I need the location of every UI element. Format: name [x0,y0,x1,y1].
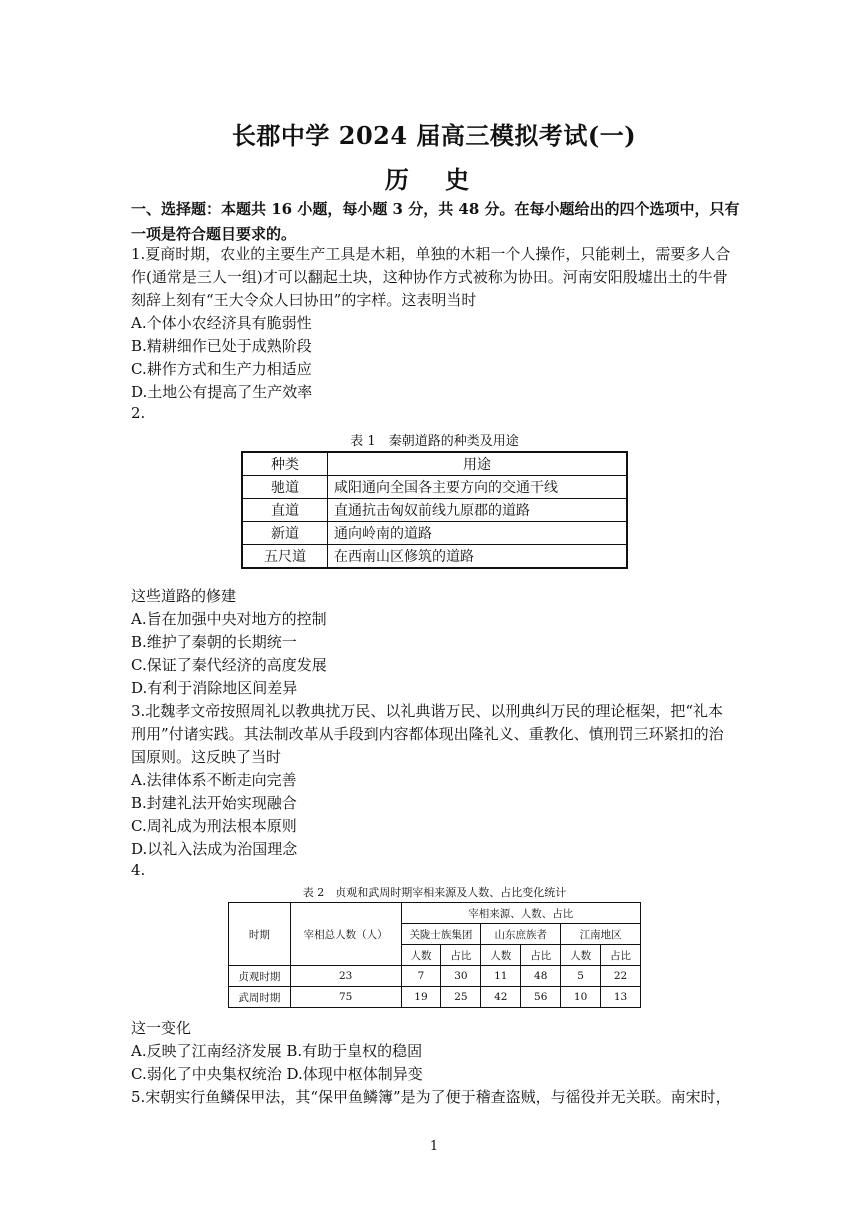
table-row [242,545,627,569]
table2-sub-header: 占比 [601,945,641,966]
q2-option-b: B.维护了秦朝的长期统一 [131,633,297,651]
table-row [242,522,627,545]
q1-stem-line1: 1.夏商时期，农业的主要生产工具是木耜，单独的木耜一个人操作，只能刺土，需要多人合 [131,245,731,263]
q3-option-d: D.以礼入法成为治国理念 [131,840,298,858]
q2-option-c: C.保证了秦代经济的高度发展 [131,656,327,674]
table2-caption: 表 2 贞观和武周时期宰相来源及人数、占比变化统计 [302,886,567,899]
table2-sub-header: 占比 [521,945,561,966]
table2-cell: 5 [561,966,601,987]
table1-header-type: 种类 [242,452,328,476]
table2-cell: 42 [481,987,521,1008]
q5-stem-line1: 5.宋朝实行鱼鳞保甲法，其“保甲鱼鳞簿”是为了便于稽查盗贼，与徭役并无关联。南宋时， [131,1088,731,1106]
table2-cell: 贞观时期 [229,966,291,987]
q3-stem-line2: 刑用”付诸实践。其法制改革从手段到内容都体现出隆礼义、重教化、慎刑罚三环紧扣的治 [131,725,724,743]
q4-number: 4. [131,861,146,879]
exam-title: 长郡中学 2024 届高三模拟考试(一) [231,121,637,150]
table1-cell: 驰道 [242,476,328,499]
q1-option-a: A.个体小农经济具有脆弱性 [131,314,312,332]
table2-cell: 武周时期 [229,987,291,1008]
table1-header-use: 用途 [328,452,628,476]
table1-cell: 直通抗击匈奴前线九原郡的道路 [328,499,628,522]
table2-cell: 11 [481,966,521,987]
table2-sub-header: 人数 [401,945,441,966]
table1-cell: 在西南山区修筑的道路 [328,545,628,569]
table2-cell: 30 [441,966,481,987]
table1-caption: 表 1 秦朝道路的种类及用途 [350,434,519,449]
q4-stem: 这一变化 [131,1019,192,1037]
table2-header-period: 时期 [229,903,291,966]
subject-title: 历 史 [384,165,484,194]
q2-option-a: A.旨在加强中央对地方的控制 [131,610,327,628]
table1-cell: 五尺道 [242,545,328,569]
table2-cell: 19 [401,987,441,1008]
table2-sub-header: 人数 [561,945,601,966]
table-row [229,987,641,1008]
q2-stem: 这些道路的修建 [131,587,237,605]
table1-cell: 直道 [242,499,328,522]
table2-group-header: 山东庶族者 [481,924,561,945]
table2-group-header: 关陇士族集团 [401,924,481,945]
table1 [241,451,628,569]
table2-group-header: 江南地区 [561,924,641,945]
q3-stem-line3: 国原则。这反映了当时 [131,748,282,766]
q3-option-c: C.周礼成为刑法根本原则 [131,817,297,835]
page-number: 1 [429,1139,439,1154]
table2-cell: 23 [290,966,401,987]
q3-option-b: B.封建礼法开始实现融合 [131,794,297,812]
table-row [242,499,627,522]
table2-header-source: 宰相来源、人数、占比 [401,903,640,924]
table2-cell: 75 [290,987,401,1008]
q2-option-d: D.有利于消除地区间差异 [131,679,298,697]
table1-cell: 新道 [242,522,328,545]
table-row [242,476,627,499]
q2-number: 2. [131,404,146,422]
table-row [229,966,641,987]
table2-cell: 48 [521,966,561,987]
q1-option-c: C.耕作方式和生产力相适应 [131,360,312,378]
table2-cell: 56 [521,987,561,1008]
q1-stem-line3: 刻辞上刻有“王大令众人曰协田”的字样。这表明当时 [131,291,477,309]
q3-option-a: A.法律体系不断走向完善 [131,771,297,789]
q1-stem-line2: 作(通常是三人一组)才可以翻起土块，这种协作方式被称为协田。河南安阳殷墟出土的牛骨 [131,268,728,286]
q4-options-ab: A.反映了江南经济发展 B.有助于皇权的稳固 [131,1042,423,1060]
table2-cell: 25 [441,987,481,1008]
q4-options-cd: C.弱化了中央集权统治 D.体现中枢体制异变 [131,1065,423,1083]
table2 [228,902,641,1008]
table2-sub-header: 人数 [481,945,521,966]
table2-sub-header: 占比 [441,945,481,966]
table2-cell: 22 [601,966,641,987]
table2-cell: 7 [401,966,441,987]
q3-stem-line1: 3.北魏孝文帝按照周礼以教典扰万民、以礼典谐万民、以刑典纠万民的理论框架，把“礼本 [131,702,723,720]
section-heading: 一、选择题：本题共 16 小题，每小题 3 分，共 48 分。在每小题给出的四个选项中，只有一项是符合题目要求的。 [131,200,740,243]
table2-header-total: 宰相总人数（人） [290,903,401,966]
q1-option-b: B.精耕细作已处于成熟阶段 [131,337,312,355]
q1-option-d: D.土地公有提高了生产效率 [131,383,313,401]
table1-cell: 通向岭南的道路 [328,522,628,545]
table2-cell: 13 [601,987,641,1008]
table2-cell: 10 [561,987,601,1008]
table1-cell: 咸阳通向全国各主要方向的交通干线 [328,476,628,499]
